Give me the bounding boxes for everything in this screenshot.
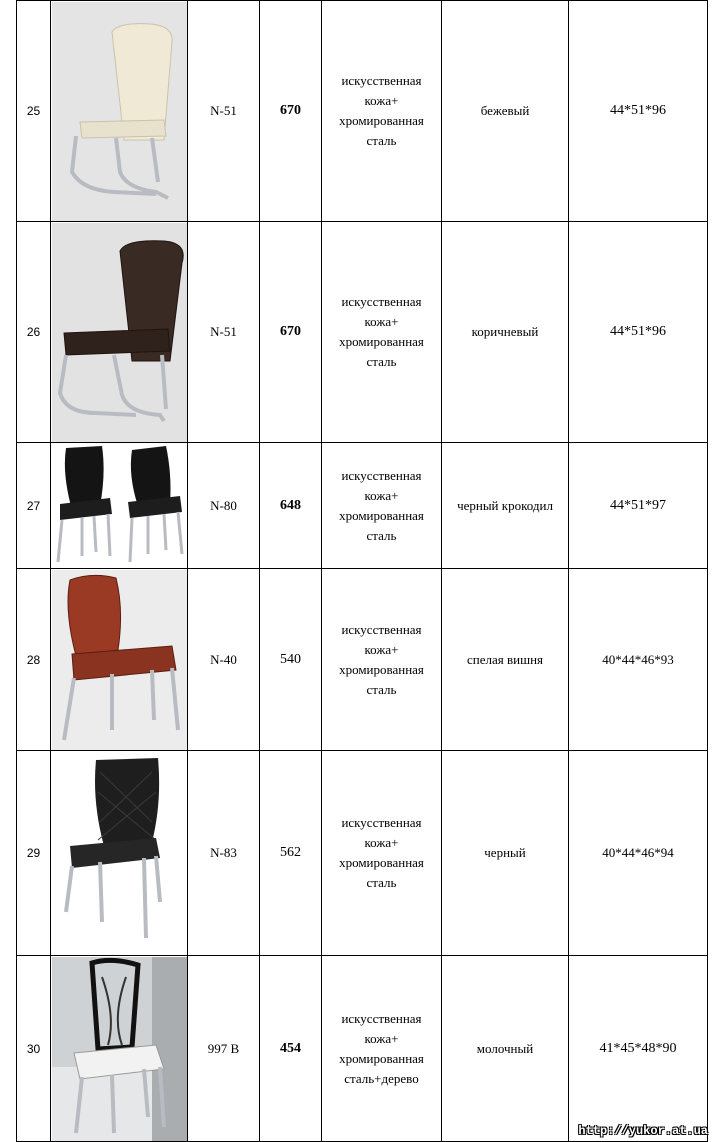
chair-photo-cell [51, 751, 188, 956]
material-line: сталь [366, 527, 397, 543]
material-line: искусственная [341, 621, 422, 637]
dimensions: 40*44*46*93 [569, 569, 708, 751]
site-watermark: http://yukor.at.ua [578, 1124, 708, 1138]
milk-chair-image [52, 957, 187, 1141]
dimensions: 41*45*48*90 [569, 956, 708, 1142]
material [322, 222, 442, 443]
material-line: сталь [366, 133, 397, 148]
cherry-chair-image [52, 570, 187, 750]
material-line: кожа+ [364, 487, 399, 503]
price: 540 [260, 569, 322, 751]
black-chair-image [52, 752, 187, 955]
price: 562 [260, 751, 322, 956]
table-row [17, 222, 708, 443]
model-code: N-51 [188, 1, 260, 222]
brown-chair-image [52, 223, 187, 442]
material-line: кожа+ [364, 641, 399, 657]
table-row [17, 751, 708, 956]
material-line: сталь [366, 681, 397, 697]
model-code: N-80 [188, 443, 260, 569]
beige-chair-image [52, 2, 187, 221]
model-code: N-83 [188, 751, 260, 956]
material [322, 569, 442, 751]
dimensions: 40*44*46*94 [569, 751, 708, 956]
model-code: 997 B [188, 956, 260, 1142]
material-line: хромированная [339, 661, 424, 677]
dimensions: 44*51*97 [569, 443, 708, 569]
color-name: молочный [442, 956, 569, 1142]
material [322, 956, 442, 1142]
material-line: хромированная [339, 113, 424, 128]
row-number: 27 [17, 443, 51, 569]
material [322, 751, 442, 956]
chair-photo-cell [51, 956, 188, 1142]
row-number: 25 [17, 1, 51, 222]
material-line: кожа+ [364, 835, 399, 850]
material-line: искусственная [341, 815, 422, 830]
black-croc-chairs-image [52, 444, 187, 568]
product-table [16, 0, 708, 1142]
color-name: черный крокодил [442, 443, 569, 569]
model-code: N-40 [188, 569, 260, 751]
color-name: спелая вишня [442, 569, 569, 751]
chair-photo-cell [51, 443, 188, 569]
color-name: бежевый [442, 1, 569, 222]
chair-photo-cell [51, 569, 188, 751]
row-number: 30 [17, 956, 51, 1142]
material-line: сталь [366, 354, 397, 369]
table-row [17, 956, 708, 1142]
material-line: хромированная [339, 1050, 424, 1066]
material-line: сталь+дерево [344, 1070, 419, 1086]
material-line: искусственная [341, 467, 422, 483]
table-row [17, 1, 708, 222]
price: 670 [260, 1, 322, 222]
dimensions: 44*51*96 [569, 222, 708, 443]
row-number: 28 [17, 569, 51, 751]
color-name: коричневый [442, 222, 569, 443]
material-line: искусственная [341, 1010, 422, 1026]
material-line: кожа+ [364, 93, 399, 108]
material-line: хромированная [339, 334, 424, 349]
material [322, 443, 442, 569]
row-number: 26 [17, 222, 51, 443]
material-line: сталь [366, 875, 397, 890]
row-number: 29 [17, 751, 51, 956]
dimensions: 44*51*96 [569, 1, 708, 222]
chair-photo-cell [51, 222, 188, 443]
material [322, 1, 442, 222]
material-line: искусственная [341, 73, 422, 88]
material-line: кожа+ [364, 1030, 399, 1046]
chair-photo-cell [51, 1, 188, 222]
price: 670 [260, 222, 322, 443]
model-code: N-51 [188, 222, 260, 443]
material-line: кожа+ [364, 314, 399, 329]
price: 454 [260, 956, 322, 1142]
material-line: искусственная [341, 294, 422, 309]
material-line: хромированная [339, 855, 424, 870]
material-line: хромированная [339, 507, 424, 523]
color-name: черный [442, 751, 569, 956]
table-row [17, 443, 708, 569]
price: 648 [260, 443, 322, 569]
table-row [17, 569, 708, 751]
